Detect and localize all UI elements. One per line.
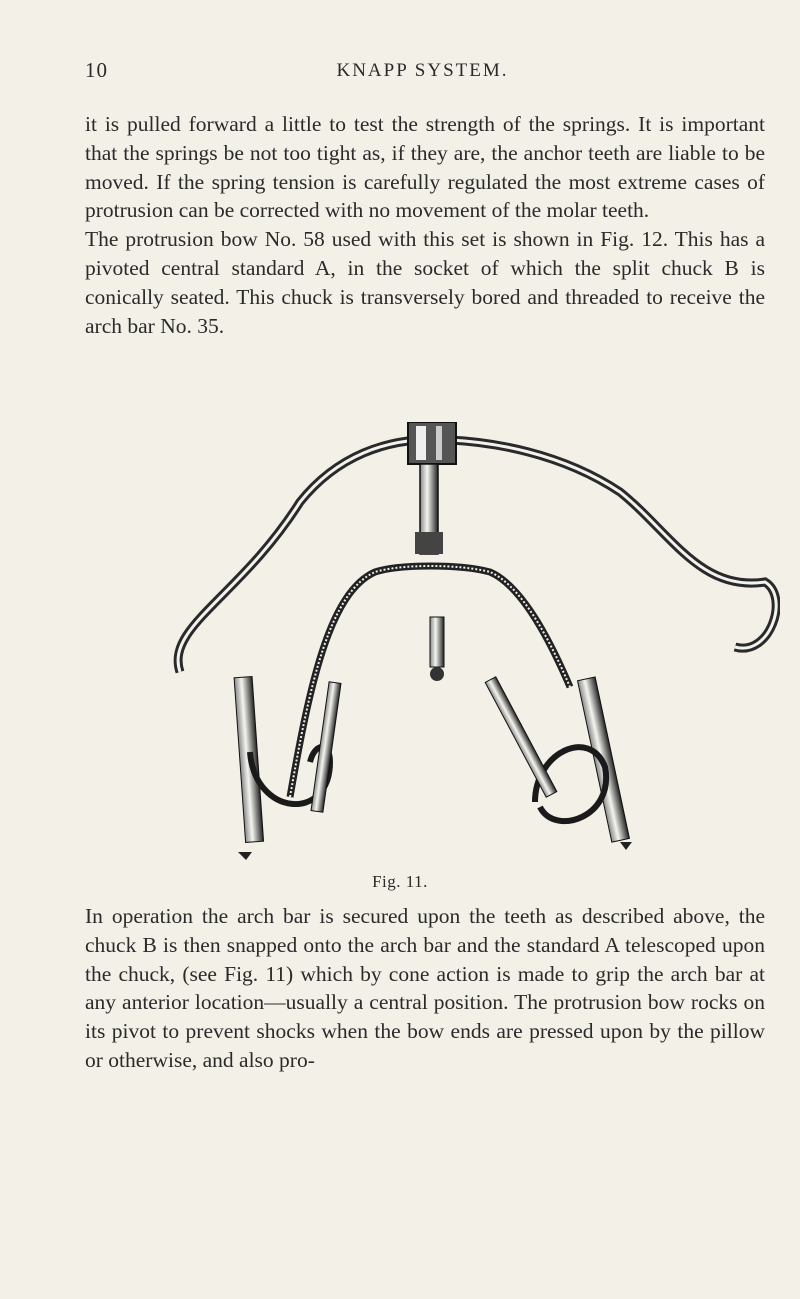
figure-caption: Fig. 11. — [372, 872, 428, 891]
paragraph-3: In operation the arch bar is secured upon the teeth as described above, the chuck B is then snapped onto the arch bar and the standard A telescoped upon the chuck, (see Fig. 11) which by cone action is made to grip the arch bar at any anterior location—usually a central position. The protrusion bow rocks on its pivot to prevent shocks when the bow ends are pressed upon by the pillow or otherwise, and also pro- — [85, 904, 765, 1072]
running-head — [85, 58, 760, 88]
text-block-bottom — [85, 902, 765, 1075]
pivot-hub — [408, 422, 456, 464]
split-chuck — [430, 617, 444, 667]
page-number: 10 — [85, 58, 108, 82]
paragraph-2: The protrusion bow No. 58 used with this set is shown in Fig. 12. This has a pivoted central standard A, in the socket of which the split chuck B is conically seated. This chuck is transversely bored and threaded to receive the arch bar No. 35. — [85, 227, 765, 338]
protrusion-bow-drawing — [160, 422, 780, 867]
paragraph-1: it is pulled forward a little to test the strength of the springs. It is important that the springs be not too tight as, if they are, the anchor teeth are liable to be moved. If the spring tension is carefully regulated the most extreme cases of protrusion can be corrected with no movement of the molar teeth. — [85, 112, 765, 223]
running-title: KNAPP SYSTEM. — [336, 60, 509, 81]
text-block-top — [85, 110, 765, 340]
figure-11-illustration — [160, 422, 780, 867]
